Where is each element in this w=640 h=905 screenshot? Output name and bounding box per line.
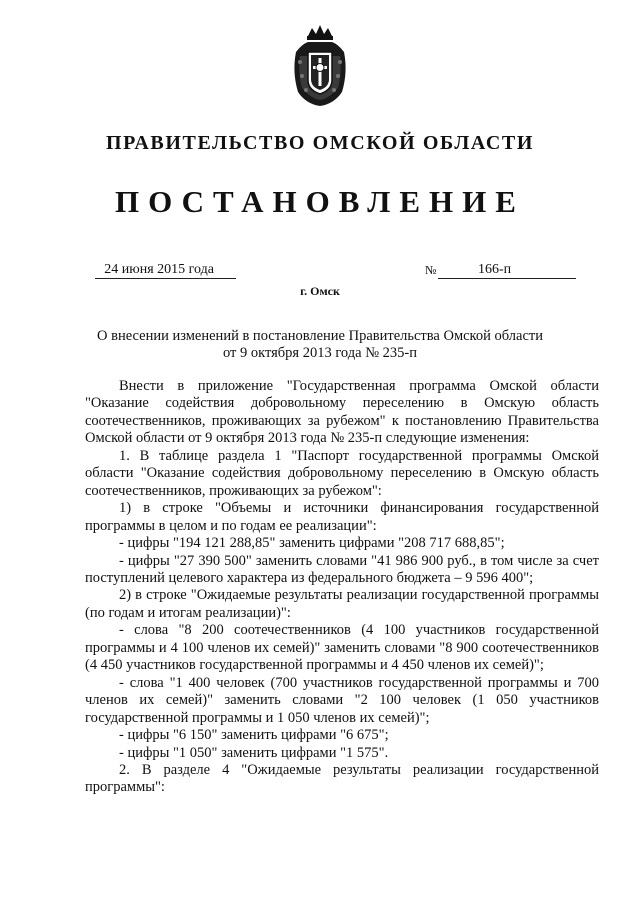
body-paragraph: - слова "8 200 соотечественников (4 100 участников государственной программы и 4 100 членов их семей)" заменить словами "8 900 соотечественников (4 450 участников государственной программы и 4 450 членов их семей)"; xyxy=(85,622,599,674)
government-name: ПРАВИТЕЛЬСТВО ОМСКОЙ ОБЛАСТИ xyxy=(105,132,535,154)
body-paragraph: - слова "1 400 человек (700 участников государственной программы и 700 членов их семей)" заменить словами "2 100 человек (1 050 участников государственной программы и 1 050 членов их семей)"; xyxy=(85,674,599,726)
decree-body xyxy=(85,378,599,797)
decree-number: 166-п xyxy=(438,262,576,279)
number-sign: № xyxy=(425,263,437,277)
body-paragraph: - цифры "6 150" заменить цифрами "6 675"; xyxy=(119,727,389,744)
coat-of-arms-icon xyxy=(288,22,352,108)
decree-title-line: О внесении изменений в постановление Правительства Омской области xyxy=(97,328,543,344)
body-paragraph: - цифры "27 390 500" заменить словами "41 986 900 руб., в том числе за счет поступлений целевого характера из федерального бюджета – 9 596 400"; xyxy=(85,552,599,586)
body-paragraph: 1. В таблице раздела 1 "Паспорт государственной программы Омской области "Оказание содействия добровольному переселению в Омскую область соотечественников, проживающих за рубежом": xyxy=(85,447,599,499)
body-paragraph: Внести в приложение "Государственная программа Омской области "Оказание содействия добровольному переселению в Омскую область соотечественников, проживающих за рубежом" к постановлению Правительства Омской области от 9 октября 2013 года № 235-п следующие изменения: xyxy=(85,378,599,447)
decree-title-line: от 9 октября 2013 года № 235-п xyxy=(222,345,417,361)
body-paragraph: 1) в строке "Объемы и источники финансирования государственной программы в целом и по годам ее реализации": xyxy=(85,500,599,534)
decree-title xyxy=(60,328,580,362)
city: г. Омск xyxy=(300,284,340,298)
body-paragraph: 2. В разделе 4 "Ожидаемые результаты реализации государственной программы": xyxy=(85,761,599,796)
decree-date: 24 июня 2015 года xyxy=(95,262,236,279)
body-paragraph: 2) в строке "Ожидаемые результаты реализации государственной программы (по годам и итогам реализации)": xyxy=(85,587,599,621)
body-paragraph: - цифры "1 050" заменить цифрами "1 575". xyxy=(119,744,389,761)
body-paragraph: - цифры "194 121 288,85" заменить цифрами "208 717 688,85"; xyxy=(119,535,505,552)
document-type-title: ПОСТАНОВЛЕНИЕ xyxy=(115,184,525,219)
